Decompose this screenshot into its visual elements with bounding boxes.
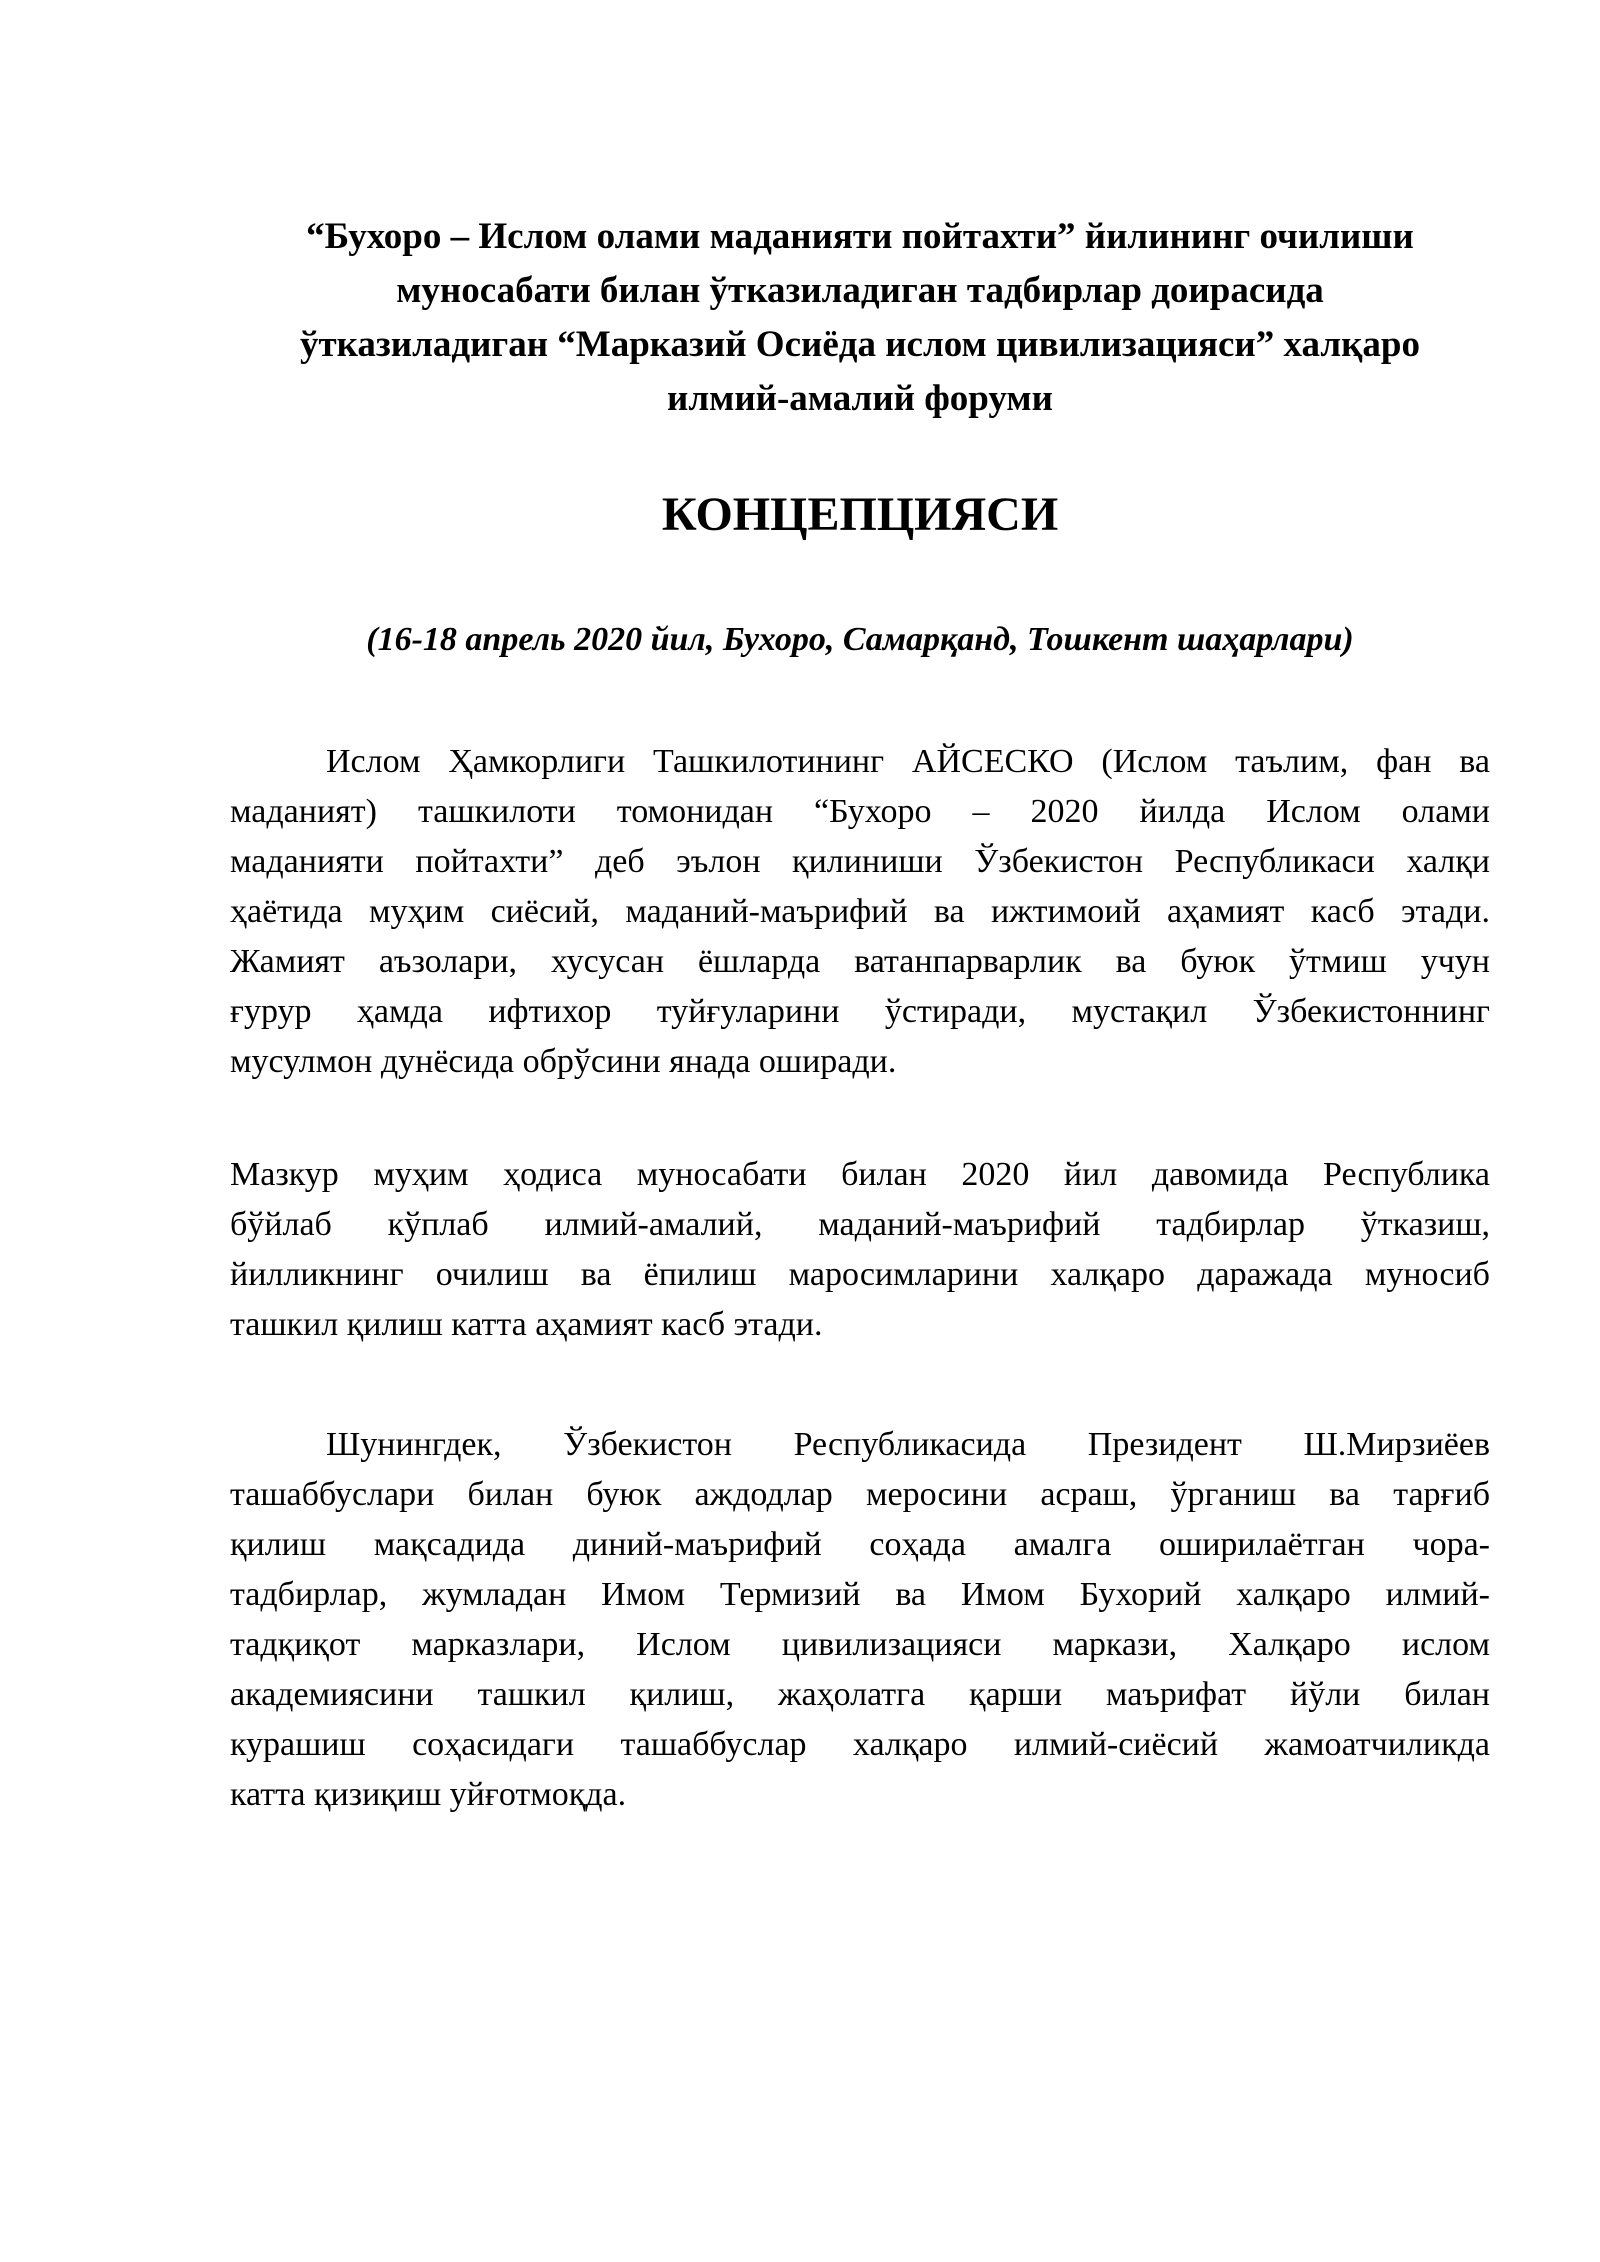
title-line: ўтказиладиган “Марказий Осиёда ислом цивилизацияси” халқаро (300, 324, 1420, 365)
paragraph-line: бўйлаб кўплаб илмий-амалий, маданий-маърифий тадбирлар ўтказиш, (230, 1206, 1490, 1243)
paragraph-line: мусулмон дунёсида обрўсини янада оширади. (230, 1043, 897, 1080)
paragraph-1 (230, 737, 1490, 1087)
title-line: илмий-амалий форуми (667, 378, 1053, 419)
paragraph-line: ғурур ҳамда ифтихор туйғуларини ўстиради, мустақил Ўзбекистоннинг (230, 993, 1490, 1030)
paragraph-3 (230, 1420, 1490, 1820)
paragraph-line: ташкил қилиш катта аҳамият касб этади. (230, 1306, 823, 1343)
paragraph-line: Ислом Ҳамкорлиги Ташкилотининг АЙСЕСКО (Ислом таълим, фан ва (326, 743, 1490, 780)
paragraph-line: Шунингдек, Ўзбекистон Республикасида Президент Ш.Мирзиёев (326, 1426, 1490, 1463)
paragraph-line: Жамият аъзолари, хусусан ёшларда ватанпарварлик ва буюк ўтмиш учун (230, 943, 1490, 980)
paragraph-2 (230, 1150, 1490, 1350)
document-title (230, 210, 1490, 426)
paragraph-line: ташаббуслари билан буюк аждодлар меросини асраш, ўрганиш ва тарғиб (230, 1476, 1490, 1513)
title-line: “Бухоро – Ислом олами маданияти пойтахти” йилининг очилиши (306, 216, 1414, 257)
title-line: муносабати билан ўтказиладиган тадбирлар доирасида (396, 270, 1324, 311)
paragraph-line: ҳаётида муҳим сиёсий, маданий-маърифий ва ижтимоий аҳамият касб этади. (230, 893, 1490, 930)
paragraph-line: катта қизиқиш уйғотмоқда. (230, 1776, 627, 1813)
paragraph-line: курашиш соҳасидаги ташаббуслар халқаро илмий-сиёсий жамоатчиликда (230, 1726, 1490, 1763)
paragraph-line: қилиш мақсадида диний-маърифий соҳада амалга оширилаётган чора- (230, 1526, 1490, 1563)
paragraph-line: тадбирлар, жумладан Имом Термизий ва Имом Бухорий халқаро илмий- (230, 1576, 1490, 1613)
document-subtitle: (16-18 апрель 2020 йил, Бухоро, Самарқанд, Тошкент шаҳарлари) (366, 621, 1354, 658)
paragraph-line: Мазкур муҳим ҳодиса муносабати билан 2020 йил давомида Республика (230, 1156, 1490, 1193)
paragraph-line: маданият) ташкилоти томонидан “Бухоро – 2020 йилда Ислом олами (230, 793, 1490, 830)
paragraph-line: йилликнинг очилиш ва ёпилиш маросимларини халқаро даражада муносиб (230, 1256, 1490, 1293)
paragraph-line: маданияти пойтахти” деб эълон қилиниши Ўзбекистон Республикаси халқи (230, 843, 1490, 880)
paragraph-line: тадқиқот марказлари, Ислом цивилизацияси маркази, Халқаро ислом (230, 1626, 1490, 1663)
paragraph-line: академиясини ташкил қилиш, жаҳолатга қарши маърифат йўли билан (230, 1676, 1490, 1713)
document-heading: КОНЦЕПЦИЯСИ (661, 488, 1059, 541)
